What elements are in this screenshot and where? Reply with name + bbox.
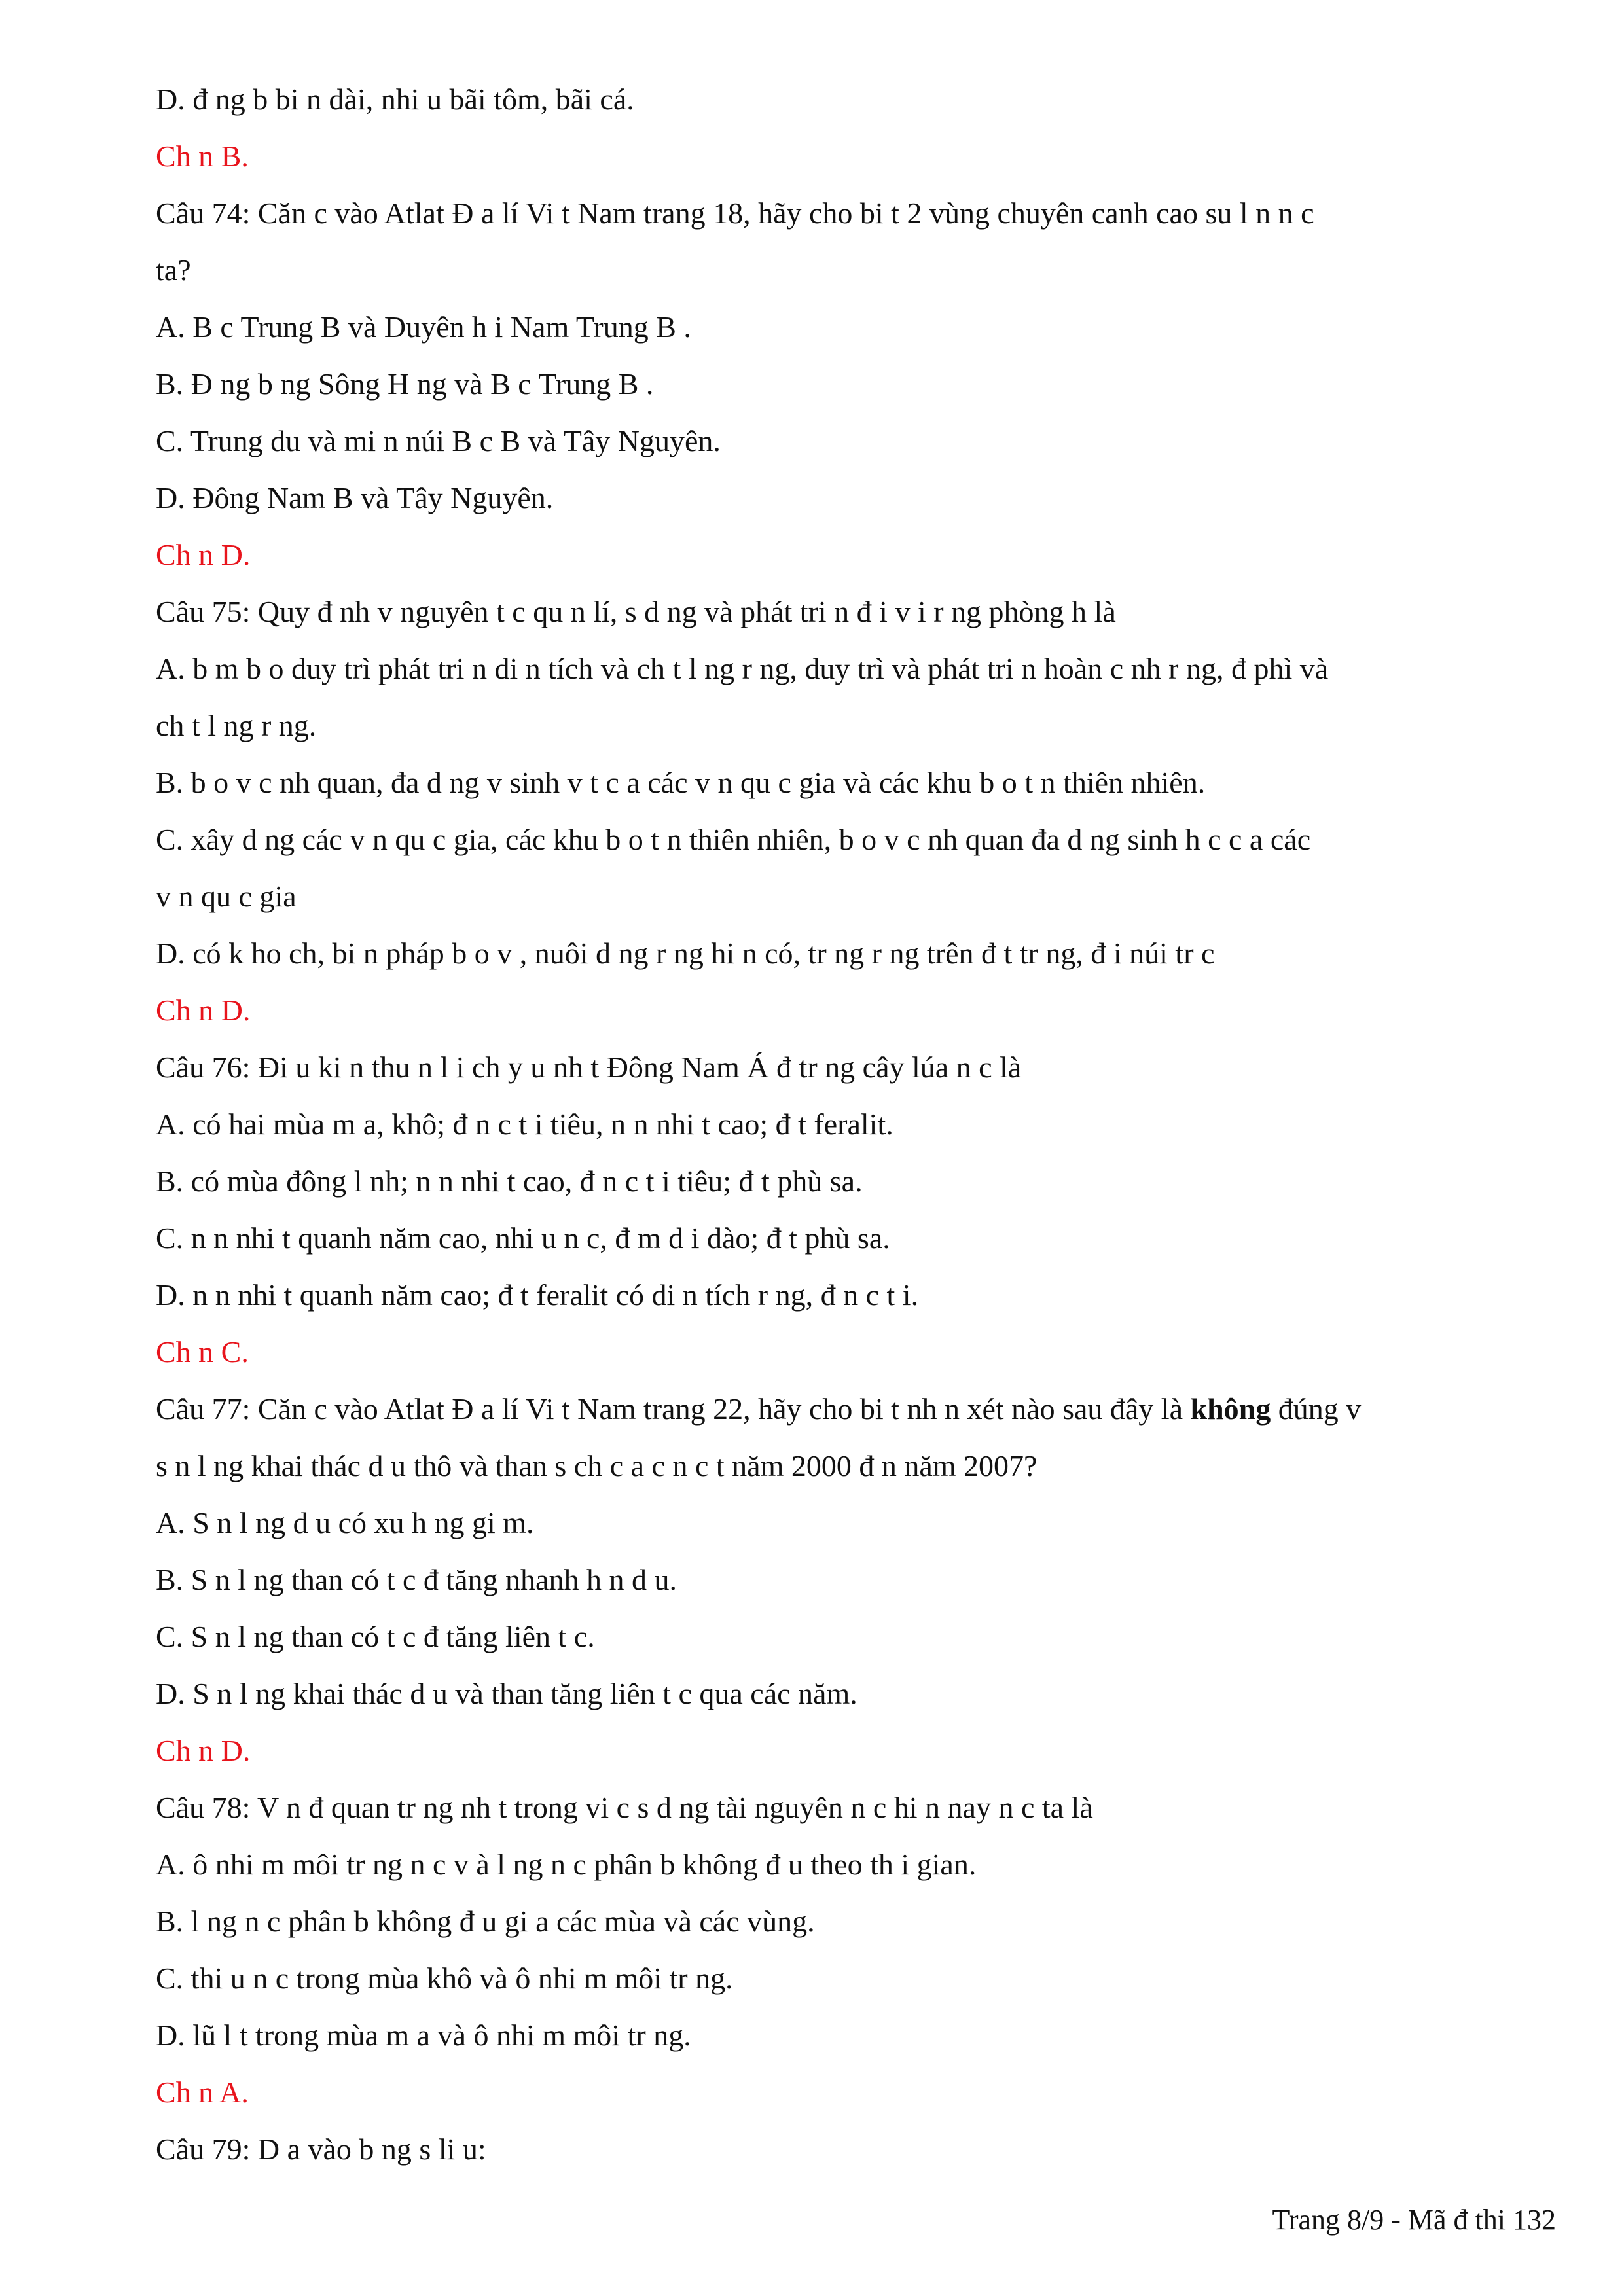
question-75: Câu 75: Quy đ nh v nguyên t c qu n lí, s d ng và phát tri n đ i v i r ng phòng h là — [156, 595, 1116, 628]
answer-78: Ch n A. — [156, 2075, 249, 2109]
option-b-74: B. Đ ng b ng Sông H ng và B c Trung B . — [156, 367, 654, 401]
option-a-75-line-2: ch t l ng r ng. — [156, 709, 317, 742]
option-c-77: C. S n l ng than có t c đ tăng liên t c. — [156, 1620, 595, 1653]
question-74-line-2: ta? — [156, 253, 191, 287]
option-c-75-line-2: v n qu c gia — [156, 880, 297, 913]
answer-73: Ch n B. — [156, 139, 249, 173]
page-footer: Trang 8/9 - Mã đ thi 132 — [1272, 2204, 1556, 2236]
question-74-line-1: Câu 74: Căn c vào Atlat Đ a lí Vi t Nam trang 18, hãy cho bi t 2 vùng chuyên canh cao su l n n c — [156, 196, 1314, 230]
option-b-76: B. có mùa đông l nh; n n nhi t cao, đ n c t i tiêu; đ t phù sa. — [156, 1164, 863, 1198]
option-a-75-line-1: A. b m b o duy trì phát tri n di n tích và ch t l ng r ng, duy trì và phát tri n hoàn c nh r ng, đ phì và — [156, 652, 1329, 685]
option-b-77: B. S n l ng than có t c đ tăng nhanh h n d u. — [156, 1563, 677, 1596]
option-c-75-line-1: C. xây d ng các v n qu c gia, các khu b o t n thiên nhiên, b o v c nh quan đa d ng sinh h c c a các — [156, 823, 1311, 856]
question-78: Câu 78: V n đ quan tr ng nh t trong vi c s d ng tài nguyên n c hi n nay n c ta là — [156, 1791, 1093, 1824]
question-77-emphasis: không — [1190, 1392, 1271, 1426]
question-77-text: Câu 77: Căn c vào Atlat Đ a lí Vi t Nam trang 22, hãy cho bi t nh n xét nào sau đây là — [156, 1392, 1191, 1426]
question-77-text-after: đúng v — [1271, 1392, 1362, 1426]
option-c-78: C. thi u n c trong mùa khô và ô nhi m môi tr ng. — [156, 1962, 733, 1995]
question-79: Câu 79: D a vào b ng s li u: — [156, 2132, 486, 2166]
option-c-76: C. n n nhi t quanh năm cao, nhi u n c, đ m d i dào; đ t phù sa. — [156, 1221, 890, 1255]
option-a-78: A. ô nhi m môi tr ng n c v à l ng n c phân b không đ u theo th i gian. — [156, 1848, 977, 1881]
answer-76: Ch n C. — [156, 1335, 249, 1369]
option-d-73: D. đ ng b bi n dài, nhi u bãi tôm, bãi cá. — [156, 82, 634, 116]
option-d-74: D. Đông Nam B và Tây Nguyên. — [156, 481, 554, 514]
document-body — [156, 71, 1557, 2178]
question-76: Câu 76: Đi u ki n thu n l i ch y u nh t Đông Nam Á đ tr ng cây lúa n c là — [156, 1050, 1022, 1084]
option-a-77: A. S n l ng d u có xu h ng gi m. — [156, 1506, 534, 1539]
question-77-line-2: s n l ng khai thác d u thô và than s ch c a c n c t năm 2000 đ n năm 2007? — [156, 1449, 1038, 1482]
question-77-line-1 — [156, 1380, 1557, 1437]
option-d-77: D. S n l ng khai thác d u và than tăng liên t c qua các năm. — [156, 1677, 857, 1710]
option-d-75: D. có k ho ch, bi n pháp b o v , nuôi d ng r ng hi n có, tr ng r ng trên đ t tr ng, đ i núi tr c — [156, 937, 1215, 970]
option-a-74: A. B c Trung B và Duyên h i Nam Trung B . — [156, 310, 691, 344]
option-b-75: B. b o v c nh quan, đa d ng v sinh v t c a các v n qu c gia và các khu b o t n thiên nhiên. — [156, 766, 1206, 799]
option-c-74: C. Trung du và mi n núi B c B và Tây Nguyên. — [156, 424, 721, 457]
answer-75: Ch n D. — [156, 994, 251, 1027]
option-b-78: B. l ng n c phân b không đ u gi a các mùa và các vùng. — [156, 1905, 815, 1938]
answer-77: Ch n D. — [156, 1734, 251, 1767]
option-d-78: D. lũ l t trong mùa m a và ô nhi m môi tr ng. — [156, 2018, 691, 2052]
option-a-76: A. có hai mùa m a, khô; đ n c t i tiêu, n n nhi t cao; đ t feralit. — [156, 1107, 893, 1141]
answer-74: Ch n D. — [156, 538, 251, 571]
option-d-76: D. n n nhi t quanh năm cao; đ t feralit có di n tích r ng, đ n c t i. — [156, 1278, 919, 1312]
